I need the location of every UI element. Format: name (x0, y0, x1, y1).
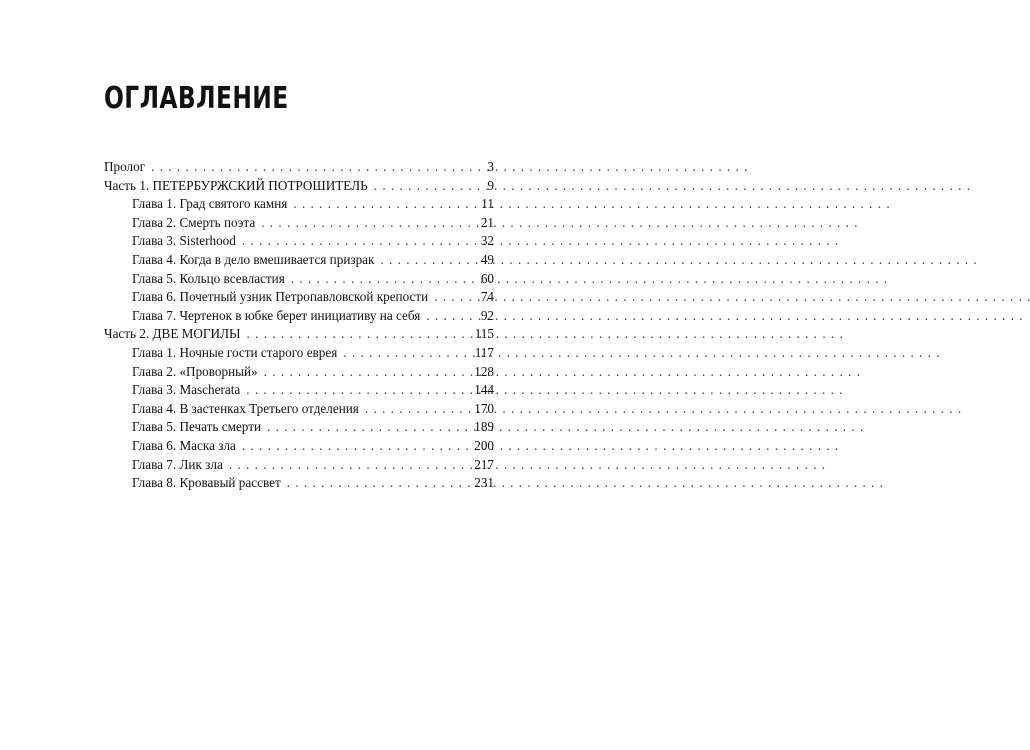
toc-entry-chapter (104, 251, 494, 270)
toc-entry-page: 9 (487, 177, 494, 193)
dot-leader (374, 177, 468, 196)
dot-leader (434, 288, 468, 307)
toc-entry-title: Глава 7. Лик зла (132, 456, 223, 472)
toc-entry-page: 92 (480, 307, 494, 323)
toc-entry-chapter (104, 214, 494, 233)
toc-entry-page: 189 (474, 419, 494, 435)
toc-entry-page: 217 (474, 456, 494, 472)
dot-leader (246, 381, 468, 400)
toc-entry-page: 60 (480, 270, 494, 286)
toc-entry-chapter (104, 418, 494, 437)
toc-entry-title: Глава 6. Почетный узник Петропавловской крепости (132, 289, 429, 305)
toc-entry-page: 32 (480, 233, 494, 249)
dot-leader (267, 418, 468, 437)
toc-entry-title: Глава 7. Чертенок в юбке берет инициативу на себя (132, 307, 421, 323)
toc-entry-chapter (104, 270, 494, 289)
toc-entry-page: 74 (480, 289, 494, 305)
toc-entry-chapter (104, 456, 494, 475)
toc-heading: ОГЛАВЛЕНИЕ (104, 81, 289, 116)
toc-entry-title: Глава 6. Маска зла (132, 437, 236, 453)
toc-entry-page: 128 (474, 363, 494, 379)
dot-leader (365, 400, 468, 419)
toc-entry-chapter (104, 363, 494, 382)
dot-leader (242, 437, 468, 456)
dot-leader (343, 344, 468, 363)
dot-leader (287, 474, 468, 493)
toc-entry-chapter (104, 232, 494, 251)
toc-entry-title: Часть 2. ДВЕ МОГИЛЫ (104, 326, 241, 342)
toc-entry-chapter (104, 195, 494, 214)
toc-entry-page: 21 (480, 214, 494, 230)
toc-entry-part-1 (104, 177, 494, 196)
toc-list (104, 158, 494, 493)
toc-entry-title: Глава 3. Sisterhood (132, 233, 236, 249)
toc-entry-page: 117 (474, 344, 494, 360)
dot-leader (242, 232, 468, 251)
toc-entry-page: 144 (474, 382, 494, 398)
dot-leader (264, 363, 468, 382)
toc-entry-title: Глава 4. В застенках Третьего отделения (132, 400, 359, 416)
toc-entry-chapter (104, 288, 494, 307)
toc-entry-chapter (104, 400, 494, 419)
toc-entry-page: 231 (474, 475, 494, 491)
dot-leader (291, 270, 468, 289)
toc-entry-chapter (104, 474, 494, 493)
toc-entry-title: Глава 5. Кольцо всевластия (132, 270, 285, 286)
toc-entry-chapter (104, 344, 494, 363)
toc-entry-title: Глава 3. Mascherata (132, 382, 241, 398)
toc-entry-chapter (104, 437, 494, 456)
toc-entry-page: 115 (474, 326, 494, 342)
toc-entry-title: Глава 8. Кровавый рассвет (132, 475, 281, 491)
toc-entry-page: 3 (487, 159, 494, 174)
dot-leader (229, 456, 468, 475)
toc-entry-title: Глава 1. Град святого камня (132, 196, 288, 212)
toc-entry-chapter (104, 381, 494, 400)
toc-entry-page: 11 (481, 196, 494, 212)
dot-leader (293, 195, 468, 214)
toc-entry-title: Часть 1. ПЕТЕРБУРЖСКИЙ ПОТРОШИТЕЛЬ (104, 177, 368, 193)
toc-entry-chapter (104, 307, 494, 326)
toc-entry-title: Глава 2. «Проворный» (132, 363, 258, 379)
dot-leader (261, 214, 468, 233)
dot-leader (247, 325, 468, 344)
toc-entry-page: 200 (474, 437, 494, 453)
toc-entry-part-2 (104, 325, 494, 344)
dot-leader (151, 158, 468, 177)
toc-entry-page: 170 (474, 400, 494, 416)
toc-entry-title: Глава 1. Ночные гости старого еврея (132, 344, 338, 360)
toc-entry-title: Пролог (104, 159, 146, 174)
toc-entry-page: 49 (480, 251, 494, 267)
toc-entry-prologue (104, 158, 494, 177)
toc-entry-title: Глава 5. Печать смерти (132, 419, 262, 435)
toc-entry-title: Глава 4. Когда в дело вмешивается призрак (132, 251, 375, 267)
dot-leader (426, 307, 468, 326)
dot-leader (380, 251, 468, 270)
toc-entry-title: Глава 2. Смерть поэта (132, 214, 256, 230)
